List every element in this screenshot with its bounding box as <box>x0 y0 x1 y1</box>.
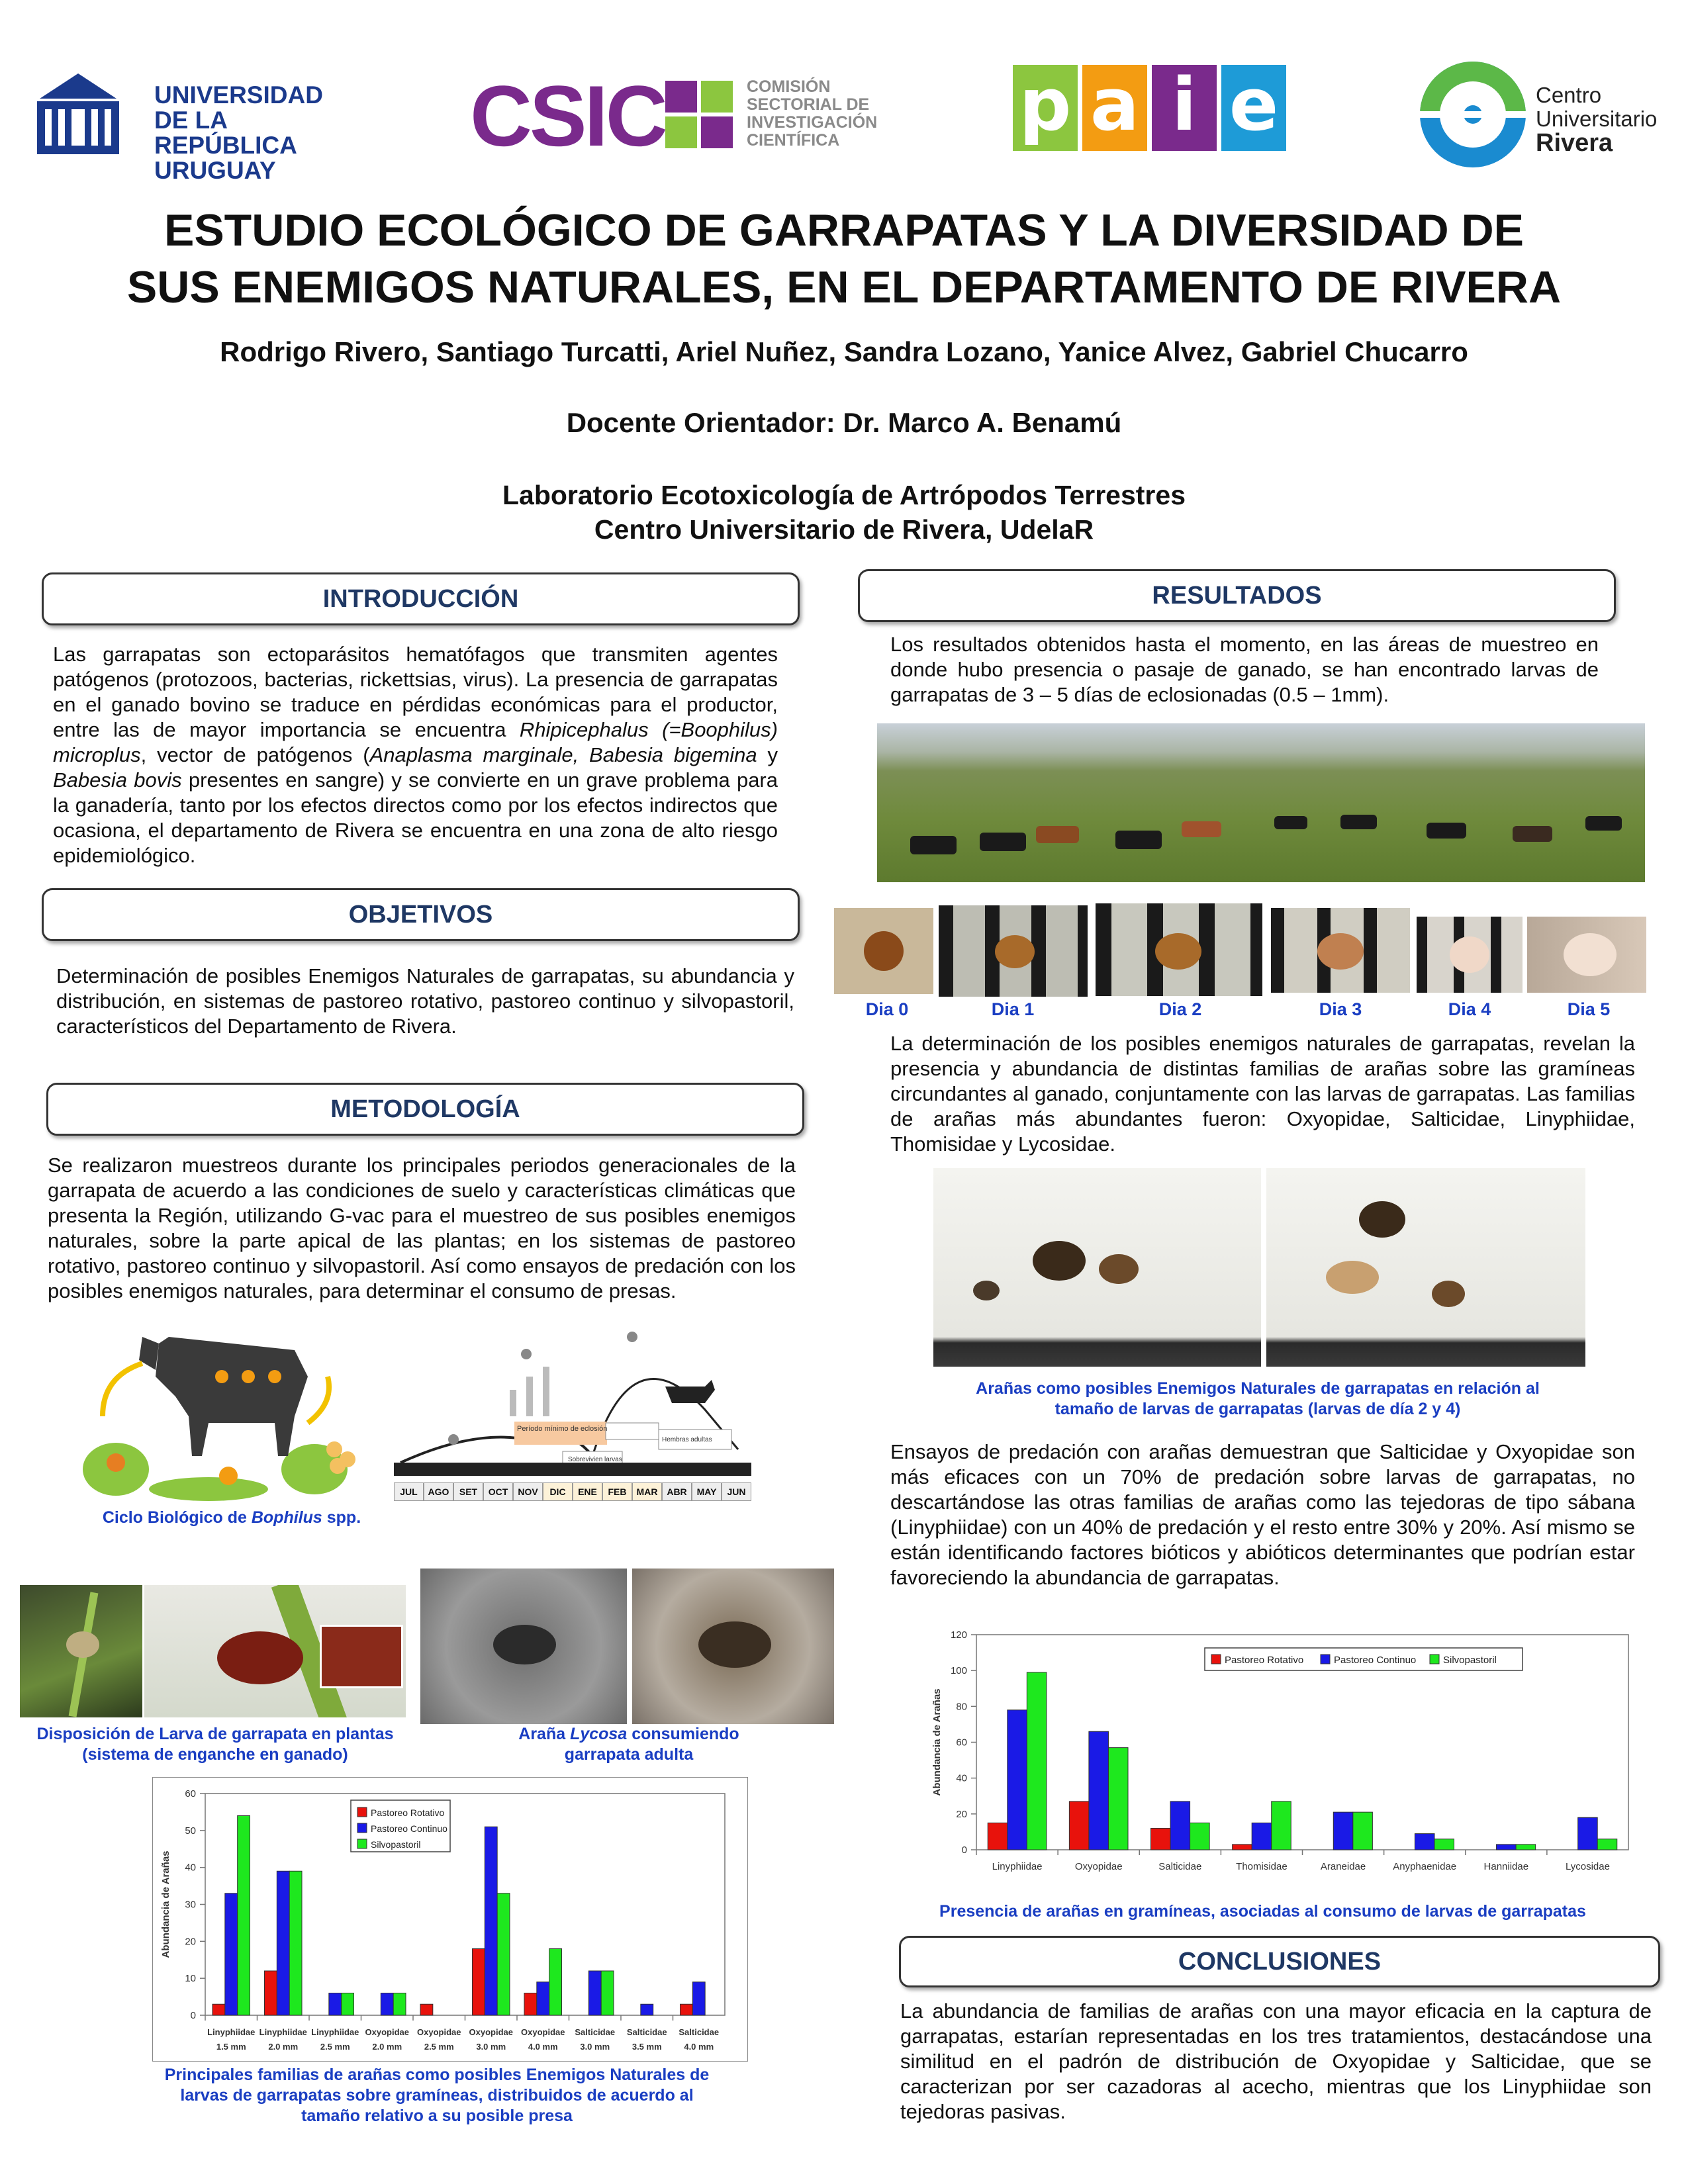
legend-swatch <box>1211 1655 1221 1664</box>
building-icon <box>32 69 124 159</box>
caption-part: Lycosa <box>570 1725 628 1743</box>
y-axis-label: Abundancia de Arañas <box>160 1850 171 1958</box>
y-tick-label: 0 <box>961 1844 967 1856</box>
x-tick-label: Anyphaenidae <box>1393 1861 1457 1872</box>
y-tick-label: 80 <box>956 1701 967 1713</box>
x-tick-label: 2.5 mm <box>320 2042 350 2052</box>
bar <box>1170 1801 1190 1850</box>
resultados-text-3: Ensayos de predación con arañas demuestran que Salticidae y Oxyopidae son más eficaces con un 70% de predación sobre larvas de garrapatas, no descartándose las otras familias de arañas como las tejedoras de tipo sábana (Linyphiidae) con un 40% de predación y el resto entre 30% y 20%. Así mismo se están identificando factores bióticos y abióticos determinantes que podrían estar favoreciendo la abundancia de garrapatas. <box>890 1440 1635 1589</box>
larva-day-4-photo <box>1417 917 1523 993</box>
legend-swatch <box>1430 1655 1439 1664</box>
bar <box>342 1993 354 2016</box>
csic-text: SECTORIAL DE <box>747 95 870 114</box>
legend-label: Silvopastoril <box>371 1839 421 1850</box>
csic-text: CIENTÍFICA <box>747 131 840 150</box>
bar <box>1027 1672 1047 1850</box>
bar <box>1190 1823 1210 1850</box>
spiders-photo-2 <box>1266 1168 1585 1367</box>
bar <box>1353 1812 1373 1850</box>
day-label: Dia 1 <box>991 999 1035 1019</box>
x-tick-label: 2.0 mm <box>372 2042 402 2052</box>
bar <box>472 1949 485 2016</box>
bar <box>1089 1731 1109 1850</box>
y-tick-label: 10 <box>185 1973 196 1985</box>
advisor: Docente Orientador: Dr. Marco A. Benamú <box>566 407 1122 438</box>
metodologia-heading: METODOLOGÍA <box>46 1083 804 1136</box>
y-tick-label: 120 <box>950 1629 967 1641</box>
x-tick-label: Araneidae <box>1320 1861 1366 1872</box>
x-tick-label: Salticidae <box>679 2027 720 2037</box>
resultados-heading: RESULTADOS <box>858 569 1616 622</box>
caption-line: larvas de garrapatas sobre gramíneas, distribuidos de acuerdo al <box>180 2086 694 2105</box>
day-label: Dia 4 <box>1448 999 1491 1019</box>
metodologia-text: Se realizaron muestreos durante los principales periodos generacionales de la garrapata de acuerdo a las condiciones de suelo y características climáticas que presenta la Región, utilizando G-vac para el muestreo de sus posibles enemigos naturales, sobre la parte apical de las plantas; en los sistemas de pastoreo rotativo, pastoreo continuo y silvopastoril. Así como ensayos de predación con los posibles enemigos naturales, para determinar el consumo de presas. <box>48 1154 796 1302</box>
intro-text-part: y <box>757 743 778 766</box>
bar <box>549 1949 562 2016</box>
month-label: MAR <box>632 1482 662 1501</box>
caption-line: tamaño relativo a su posible presa <box>301 2107 573 2125</box>
bar <box>1415 1834 1434 1850</box>
paie-letter: a <box>1082 65 1147 151</box>
cycle-timeline-diagram <box>394 1330 751 1502</box>
larva-plant-photo <box>20 1585 142 1717</box>
cycle-label: Hembras adultas <box>662 1436 712 1443</box>
conclusiones-heading: CONCLUSIONES <box>899 1936 1660 1987</box>
y-tick-label: 20 <box>956 1808 967 1820</box>
title-line: ESTUDIO ECOLÓGICO DE GARRAPATAS Y LA DIVERSIDAD DE <box>164 205 1524 255</box>
y-tick-label: 40 <box>956 1772 967 1784</box>
chart1-caption <box>106 2065 768 2126</box>
caption-part: Ciclo Biológico de <box>102 1508 252 1527</box>
intro-text <box>53 642 778 868</box>
bar <box>692 1982 705 2015</box>
spiders-photo-1 <box>933 1168 1261 1367</box>
legend-label: Pastoreo Continuo <box>1334 1655 1417 1666</box>
bar <box>289 1871 302 2015</box>
logo-cur <box>1417 58 1668 174</box>
bar <box>988 1823 1008 1850</box>
bar <box>641 2004 653 2015</box>
cycle-label: Período mínimo de eclosión <box>517 1425 608 1433</box>
legend-swatch <box>1321 1655 1330 1664</box>
bar <box>393 1993 406 2016</box>
larva-day-5-photo <box>1527 917 1646 993</box>
day-label: Dia 5 <box>1567 999 1611 1019</box>
months-row <box>394 1482 751 1501</box>
caption-line: Principales familias de arañas como posibles Enemigos Naturales de <box>164 2066 710 2084</box>
csic-text: INVESTIGACIÓN <box>747 113 878 132</box>
bar <box>264 1971 277 2015</box>
x-tick-label: Linyphiidae <box>311 2027 359 2037</box>
caption-line: tamaño de larvas de garrapatas (larvas de día 2 y 4) <box>1055 1400 1461 1418</box>
species-name: Babesia bovis <box>53 768 182 792</box>
bar <box>238 1816 250 2016</box>
intro-text-part: , vector de patógenos ( <box>140 743 370 766</box>
y-tick-label: 50 <box>185 1825 196 1837</box>
resultados-text-1: Los resultados obtenidos hasta el momento, en las áreas de muestreo en donde hubo presencia o pasaje de ganado, se han encontrado larvas de garrapatas de 3 – 5 días de eclosionadas (0.5 – 1mm). <box>890 633 1599 706</box>
poster-title <box>0 202 1688 316</box>
y-tick-label: 60 <box>956 1737 967 1749</box>
bar <box>1434 1839 1454 1850</box>
larva-day-1-photo <box>939 905 1088 997</box>
legend-swatch <box>357 1839 367 1848</box>
lycosa-photo-1 <box>420 1569 627 1724</box>
bar <box>1597 1839 1617 1850</box>
resultados-text-2: La determinación de los posibles enemigos naturales de garrapatas, revelan la presencia y abundancia de distintas familias de arañas sobre las gramíneas circundantes al ganado, conjuntamente con las larvas de garrapatas. Las familias de arañas más abundantes fueron: Oxyopidae, Salticidae, Linyphiidae, Thomisidae y Lycosidae. <box>890 1032 1635 1156</box>
udelar-line: DE LA REPÚBLICA <box>154 107 297 159</box>
lycosa-photo-2 <box>632 1569 834 1724</box>
x-tick-label: Salticidae <box>575 2027 616 2037</box>
month-label: AGO <box>424 1482 453 1501</box>
larva-day-0-photo <box>834 908 933 994</box>
month-label: JUL <box>394 1482 424 1501</box>
intro-text-part: presentes en sangre) y se convierte en un grave problema para la ganadería, tanto por los efectos directos como por los efectos indirectos que ocasiona, el departamento de Rivera se encuentra en una zona de alto riesgo epidemiológico. <box>53 768 778 867</box>
center-name: Centro Universitario de Rivera, UdelaR <box>594 514 1094 545</box>
csic-squares-icon <box>665 81 735 150</box>
caption-part: Araña <box>518 1725 571 1743</box>
affiliation <box>0 478 1688 547</box>
caption-line: Arañas como posibles Enemigos Naturales de garrapatas en relación al <box>976 1379 1540 1398</box>
x-tick-label: 3.0 mm <box>476 2042 506 2052</box>
cattle-field-photo <box>877 723 1645 882</box>
paie-letter: p <box>1013 65 1078 151</box>
x-tick-label: 2.5 mm <box>424 2042 454 2052</box>
cycle-label: Sobrevivien larvas <box>568 1456 622 1463</box>
bar <box>1150 1829 1170 1850</box>
chart-spider-by-size <box>152 1777 748 2062</box>
cur-circle-icon <box>1417 58 1529 171</box>
bar <box>1497 1844 1517 1850</box>
x-tick-label: Oxyopidae <box>365 2027 409 2037</box>
bar <box>680 2004 692 2015</box>
conclusiones-text: La abundancia de familias de arañas con una mayor eficacia en la captura de garrapatas, estarían representadas en los tres tratamientos, destacándose una similitud en el padrón de distribución de Oxyopidae y Salticidae, que se caracterizan por ser cazadoras al acecho, mientras que los Linyphiidae son tejedoras pasivas. <box>900 1999 1652 2123</box>
caption-part: Bophilus <box>251 1508 322 1527</box>
month-label: ABR <box>662 1482 692 1501</box>
paie-letter: e <box>1221 65 1286 151</box>
y-tick-label: 0 <box>190 2010 196 2021</box>
month-label: OCT <box>483 1482 513 1501</box>
x-tick-label: Linyphiidae <box>207 2027 256 2037</box>
day-label: Dia 2 <box>1158 999 1202 1019</box>
cur-text: Centro <box>1536 83 1602 107</box>
cur-text: Rivera <box>1536 129 1613 157</box>
legend-swatch <box>357 1823 367 1833</box>
caption-line: (sistema de enganche en ganado) <box>82 1745 348 1764</box>
x-tick-label: Oxyopidae <box>417 2027 461 2037</box>
legend-label: Pastoreo Rotativo <box>1225 1655 1304 1666</box>
spiders-caption <box>927 1379 1589 1420</box>
bar <box>485 1827 497 2015</box>
x-tick-label: Lycosidae <box>1565 1861 1610 1872</box>
y-tick-label: 40 <box>185 1862 196 1874</box>
logo-paie <box>1013 62 1297 154</box>
caption-line: garrapata adulta <box>564 1745 694 1764</box>
x-tick-label: Oxyopidae <box>469 2027 513 2037</box>
udelar-line: UNIVERSIDAD <box>154 81 323 109</box>
x-tick-label: Linyphiidae <box>992 1861 1043 1872</box>
cow-lifecycle-illustration <box>76 1324 367 1502</box>
chart-spider-presence <box>927 1618 1642 1883</box>
lab-name: Laboratorio Ecotoxicología de Artrópodos Terrestres <box>502 480 1186 510</box>
objetivos-text: Determinación de posibles Enemigos Naturales de garrapatas, su abundancia y distribución, en sistemas de pastoreo rotativo, pastoreo continuo y silvopastoril, característicos del Departamento de Rivera. <box>56 964 794 1038</box>
y-tick-label: 100 <box>950 1665 967 1677</box>
x-tick-label: Oxyopidae <box>521 2027 565 2037</box>
bar <box>1578 1817 1598 1850</box>
caption-part: consumiendo <box>627 1725 739 1743</box>
objetivos-heading: OBJETIVOS <box>42 888 800 941</box>
month-label: MAY <box>692 1482 722 1501</box>
logo-udelar <box>32 63 350 184</box>
y-tick-label: 60 <box>185 1788 196 1799</box>
bar <box>1333 1812 1353 1850</box>
bar <box>277 1871 289 2015</box>
logo-csic <box>470 68 907 164</box>
bar <box>601 1971 614 2015</box>
month-label: JUN <box>722 1482 751 1501</box>
chart2-caption: Presencia de arañas en gramíneas, asociadas al consumo de larvas de garrapatas <box>939 1902 1586 1921</box>
month-label: ENE <box>573 1482 602 1501</box>
larva-caption <box>20 1724 410 1765</box>
bar <box>212 2004 225 2015</box>
larva-day-3-photo <box>1271 908 1410 993</box>
month-label: DIC <box>543 1482 573 1501</box>
intro-heading: INTRODUCCIÓN <box>42 572 800 625</box>
month-label: FEB <box>602 1482 632 1501</box>
bar <box>1008 1710 1027 1850</box>
bar <box>1069 1801 1089 1850</box>
x-tick-label: 1.5 mm <box>216 2042 246 2052</box>
species-name: Anaplasma marginale, Babesia bigemina <box>369 743 757 766</box>
csic-text: COMISIÓN <box>747 77 831 96</box>
x-tick-label: 2.0 mm <box>268 2042 299 2052</box>
bar <box>1272 1801 1291 1850</box>
legend-label: Pastoreo Continuo <box>371 1823 447 1834</box>
x-tick-label: Thomisidae <box>1236 1861 1288 1872</box>
bar <box>1252 1823 1272 1850</box>
legend-label: Silvopastoril <box>1443 1655 1497 1666</box>
x-tick-label: 3.5 mm <box>632 2042 662 2052</box>
larva-day-2-photo <box>1096 903 1262 996</box>
bar <box>420 2004 433 2015</box>
legend-swatch <box>357 1807 367 1817</box>
month-label: NOV <box>513 1482 543 1501</box>
tick-on-grass-photo <box>144 1585 406 1717</box>
bar <box>329 1993 342 2016</box>
cur-text: Universitario <box>1536 107 1658 131</box>
y-tick-label: 20 <box>185 1936 196 1948</box>
authors: Rodrigo Rivero, Santiago Turcatti, Ariel Nuñez, Sandra Lozano, Yanice Alvez, Gabriel Chucarro <box>220 336 1468 367</box>
bar <box>1516 1844 1536 1850</box>
x-tick-label: Hanniidae <box>1483 1861 1529 1872</box>
species-name: Rhipicephalus (=Boophilus) microplus <box>53 718 778 766</box>
bar <box>588 1971 601 2015</box>
bar <box>497 1893 510 2015</box>
udelar-line: URUGUAY <box>154 157 276 184</box>
intro-text-part: Las garrapatas son ectoparásitos hematófagos que transmiten agentes patógenos (protozoos, bacterias, rickettsias, virus). La presencia de garrapatas en el ganado bovino se traduce en pérdidas económicas para el productor, entre las de mayor importancia se encuentra <box>53 643 778 741</box>
legend-label: Pastoreo Rotativo <box>371 1807 445 1818</box>
bar <box>225 1893 238 2015</box>
month-label: SET <box>453 1482 483 1501</box>
paie-letter: i <box>1152 65 1217 151</box>
x-tick-label: Salticidae <box>626 2027 667 2037</box>
bar <box>381 1993 393 2016</box>
y-tick-label: 30 <box>185 1899 196 1911</box>
bar <box>1233 1844 1252 1850</box>
x-tick-label: 4.0 mm <box>684 2042 714 2052</box>
ciclo-caption <box>0 1508 463 1528</box>
day-label: Dia 0 <box>865 999 909 1019</box>
bar <box>1108 1748 1128 1850</box>
x-tick-label: Oxyopidae <box>1074 1861 1123 1872</box>
caption-part: spp. <box>322 1508 361 1527</box>
day-label: Dia 3 <box>1319 999 1362 1019</box>
lycosa-caption <box>467 1724 791 1765</box>
title-line: SUS ENEMIGOS NATURALES, EN EL DEPARTAMENTO DE RIVERA <box>126 262 1562 312</box>
x-tick-label: Salticidae <box>1158 1861 1202 1872</box>
x-tick-label: 4.0 mm <box>528 2042 558 2052</box>
caption-line: Disposición de Larva de garrapata en plantas <box>36 1725 394 1743</box>
bar <box>524 1993 537 2016</box>
x-tick-label: 3.0 mm <box>580 2042 610 2052</box>
bar <box>537 1982 549 2015</box>
x-tick-label: Linyphiidae <box>259 2027 307 2037</box>
y-axis-label: Abundancia de Arañas <box>931 1688 943 1796</box>
csic-wordmark: CSIC <box>470 68 665 164</box>
